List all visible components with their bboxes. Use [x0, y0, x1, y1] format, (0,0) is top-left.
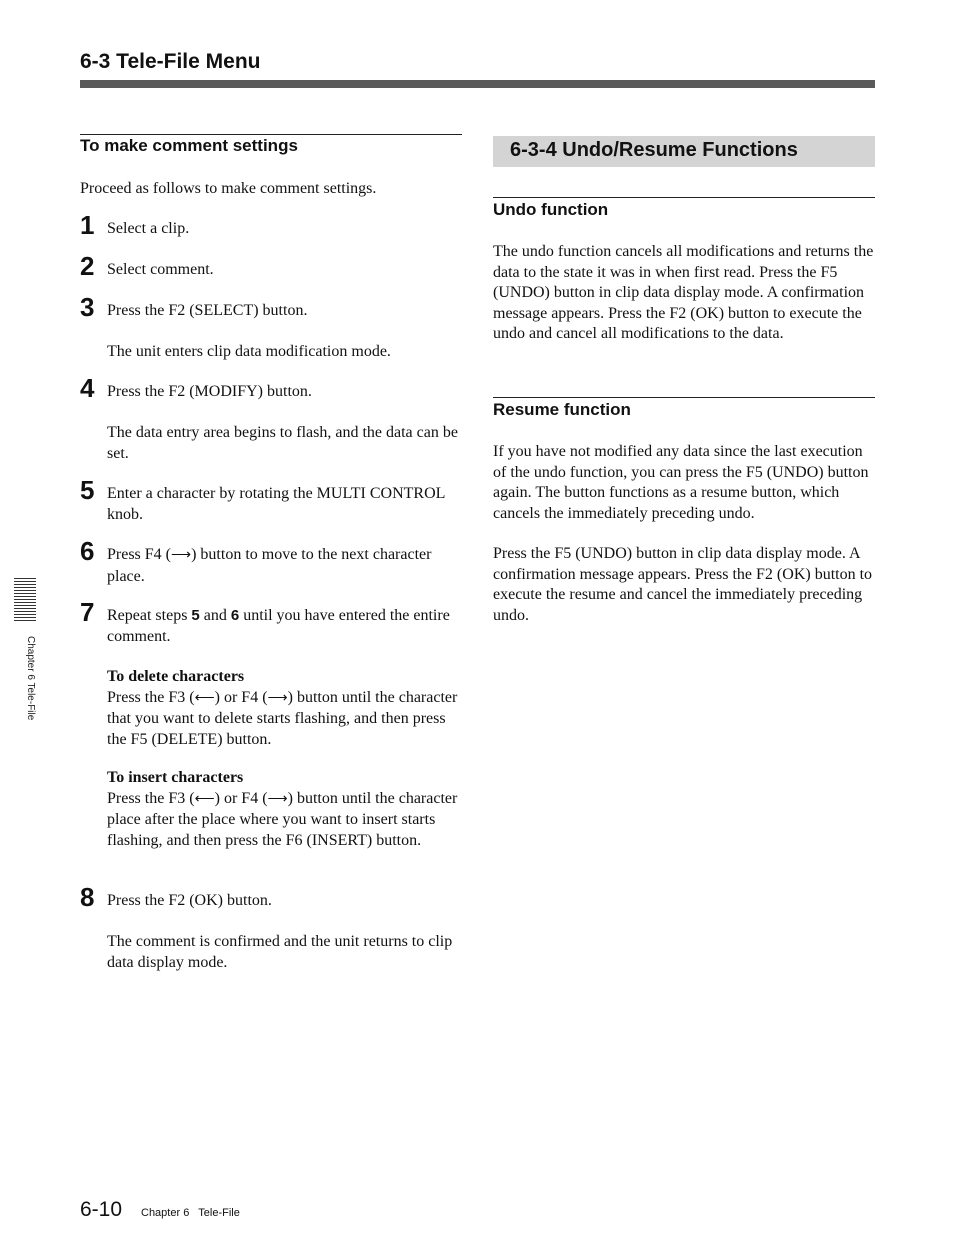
page-header-title: 6-3 Tele-File Menu: [80, 50, 261, 73]
page-number: 6-10: [80, 1198, 123, 1221]
step-7-text-b: and: [199, 607, 231, 624]
resume-heading: Resume function: [493, 400, 631, 419]
header-rule: [80, 80, 875, 88]
step-number: 3: [80, 292, 95, 322]
chapter-tab-marker: [14, 578, 36, 622]
left-arrow-icon: ⟵: [194, 690, 215, 706]
insert-text-3: ) button until the character place after the place where you want to insert starts flashing, and then press the F6 (INSERT) button.: [107, 789, 458, 849]
resume-body-2: Press the F5 (UNDO) button in clip data display mode. A confirmation message appears. Press the F2 (OK) button to execute the resume and cancel the immediately preceding undo.: [493, 545, 873, 624]
delete-text-1: Press the F3 (: [107, 688, 195, 706]
chapter-tab-label: Chapter 6 Tele-File: [25, 636, 36, 721]
step-6-text-a: Press F4 (: [107, 546, 172, 563]
step-7-text-c: until you have entered the entire comment.: [107, 607, 450, 645]
footer-chapter: Chapter 6 Tele-File: [141, 1207, 240, 1219]
step-number: 8: [80, 882, 95, 912]
step-7-text-a: Repeat steps: [107, 607, 192, 624]
step-text: Enter a character by rotating the MULTI CONTROL knob.: [107, 485, 445, 523]
step-text: Press the F2 (OK) button.: [107, 892, 272, 909]
step-text: Press the F2 (MODIFY) button.: [107, 383, 312, 400]
step-3-note: The unit enters clip data modification mode.: [107, 343, 391, 360]
step-number: 7: [80, 597, 95, 627]
right-arrow-icon: ⟶: [171, 548, 192, 563]
step-6-text-b: ) button to move to the next character place.: [107, 546, 432, 585]
undo-heading-rule: [493, 197, 875, 198]
step-number: 2: [80, 251, 95, 281]
delete-text-3: ) button until the character that you want to delete starts flashing, and then press the F5 (DELETE) button.: [107, 688, 458, 748]
delete-characters-note: [107, 667, 462, 750]
section-title: 6-3-4 Undo/Resume Functions: [510, 139, 798, 161]
step-text: Select a clip.: [107, 220, 190, 237]
step-text: Press the F2 (SELECT) button.: [107, 302, 308, 319]
resume-heading-rule: [493, 397, 875, 398]
insert-text-2: ) or F4 (: [214, 789, 268, 807]
step-number: 6: [80, 536, 95, 566]
undo-heading: Undo function: [493, 200, 609, 219]
step-number: 4: [80, 373, 95, 403]
left-arrow-icon: ⟵: [194, 791, 215, 807]
insert-characters-note: [107, 768, 462, 851]
step-4-note: The data entry area begins to flash, and the data can be set.: [107, 424, 458, 462]
intro-text: Proceed as follows to make comment settings.: [80, 180, 377, 197]
insert-text-1: Press the F3 (: [107, 789, 195, 807]
insert-characters-title: To insert characters: [107, 769, 244, 786]
step-8-note: The comment is confirmed and the unit returns to clip data display mode.: [107, 933, 453, 971]
delete-characters-title: To delete characters: [107, 668, 245, 685]
left-heading-rule: [80, 134, 462, 135]
step-text: [107, 606, 462, 647]
step-ref: 6: [230, 607, 240, 624]
step-ref: 5: [191, 607, 200, 624]
step-number: 1: [80, 210, 95, 240]
resume-body-1: If you have not modified any data since the last execution of the undo function, you can press the F5 (UNDO) button again. The button functions as a resume button, which cancels the immediately preceding undo.: [493, 443, 869, 522]
step-text: Select comment.: [107, 261, 214, 278]
right-arrow-icon: ⟶: [267, 690, 288, 706]
section-title-box: [493, 136, 875, 167]
step-text: [107, 545, 462, 587]
undo-body: The undo function cancels all modifications and returns the data to the state it was in when first read. Press the F5 (UNDO) button in clip data display mode. A confirmation message appears. Press the F2 (OK) button to execute the undo and cancel all modifications to the data.: [493, 243, 874, 342]
left-heading: To make comment settings: [80, 136, 298, 155]
delete-text-2: ) or F4 (: [214, 688, 268, 706]
right-arrow-icon: ⟶: [267, 791, 288, 807]
step-number: 5: [80, 475, 95, 505]
